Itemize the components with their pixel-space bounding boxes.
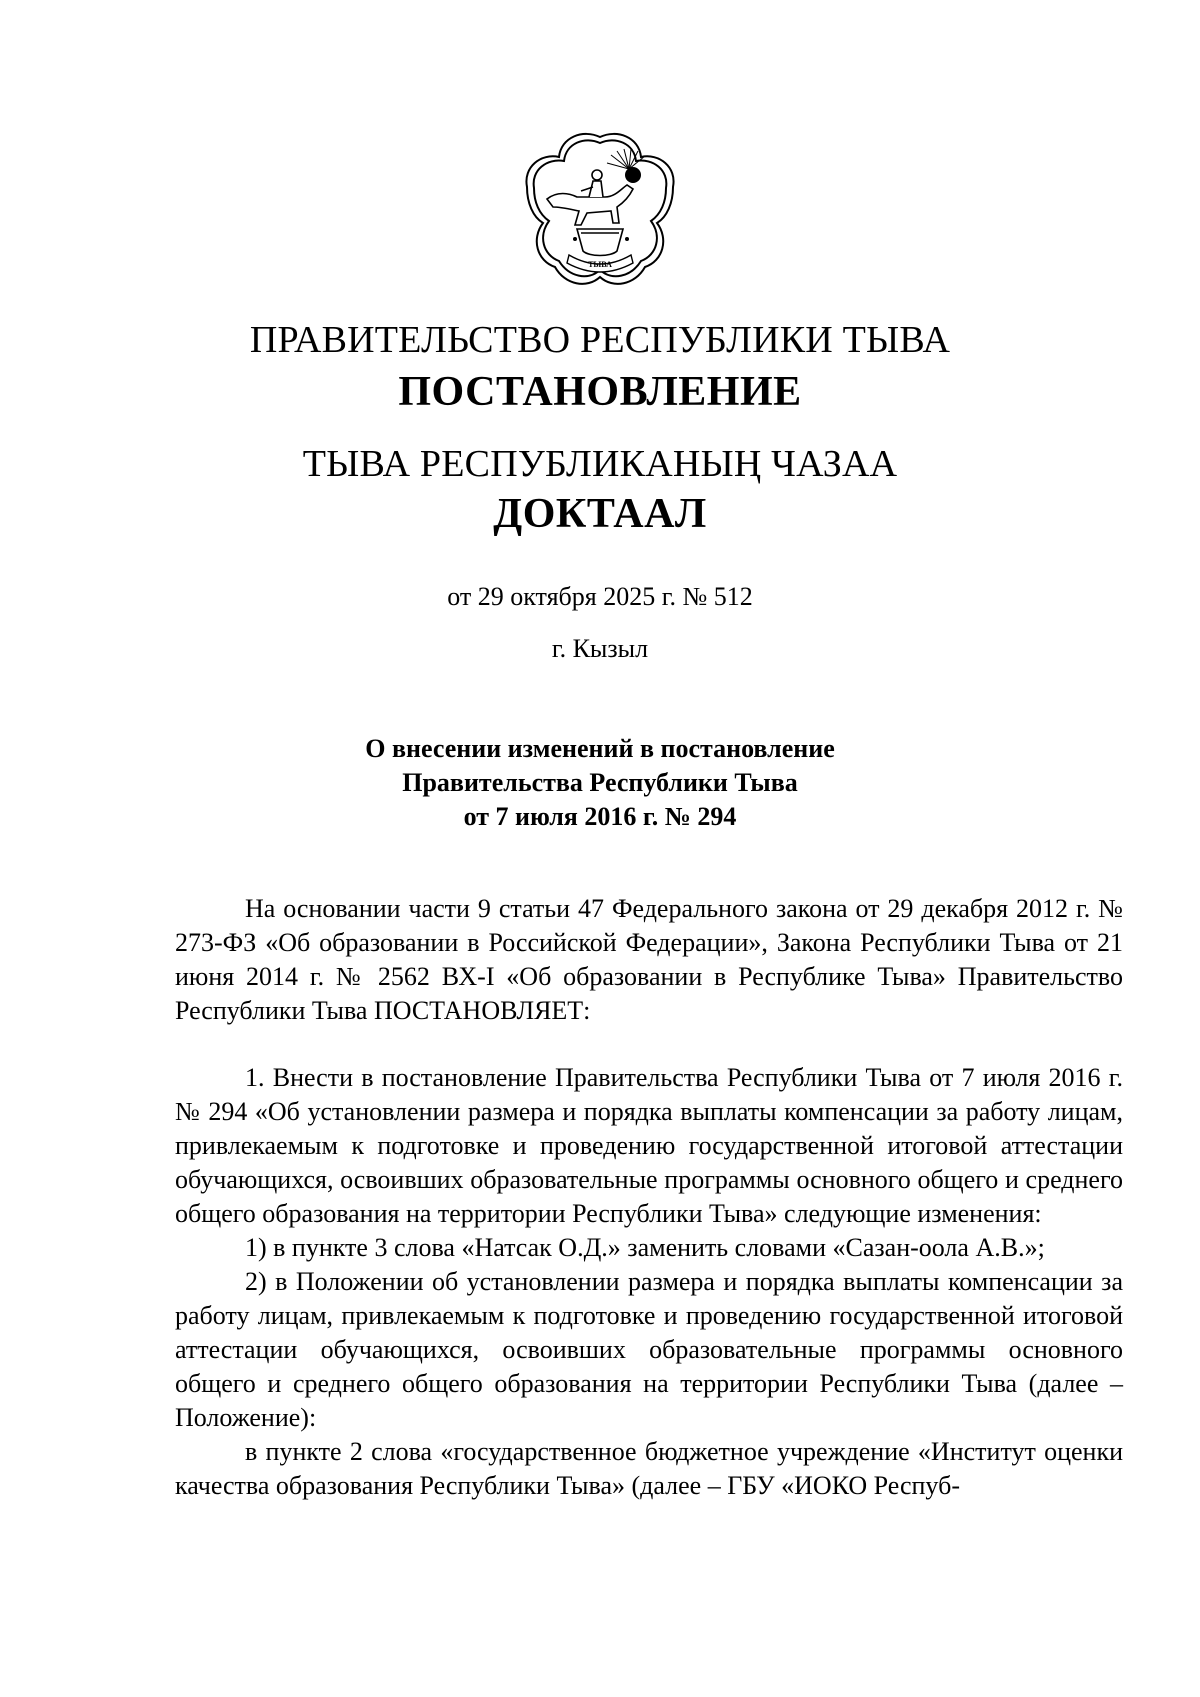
emblem-ribbon-text: ТЫВА <box>588 260 612 269</box>
city-name: г. Кызыл <box>551 634 649 663</box>
republic-emblem <box>517 127 683 293</box>
date-and-number: от 29 октября 2025 г. № 512 <box>447 582 753 611</box>
title-line: от 7 июля 2016 г. № 294 <box>463 802 737 831</box>
government-name-ru: ПРАВИТЕЛЬСТВО РЕСПУБЛИКИ ТЫВА <box>249 319 951 361</box>
document-body <box>175 892 1123 1503</box>
title-line: О внесении изменений в постановление <box>365 734 835 763</box>
title-line: Правительства Республики Тыва <box>402 768 798 797</box>
document-title <box>0 732 1200 834</box>
body-paragraph: в пункте 2 слова «государственное бюджетное учреждение «Институт оценки качества образования Республики Тыва» (далее – ГБУ «ИОКО Респуб- <box>175 1437 1123 1500</box>
emblem-seal-icon <box>517 127 683 293</box>
body-paragraph: 1. Внести в постановление Правительства Республики Тыва от 7 июля 2016 г. № 294 «Об установлении размера и порядка выплаты компенсации за работу лицам, привлекаемым к подготовке и проведению государственной итоговой аттестации обучающихся, освоивших образовательные программы основного общего и среднего общего образования на территории Республики Тыва» следующие изменения: <box>175 1063 1123 1228</box>
preamble-paragraph: На основании части 9 статьи 47 Федерального закона от 29 декабря 2012 г. № 273-ФЗ «Об образовании в Российской Федерации», Закона Республики Тыва от 21 июня 2014 г. № 2562 ВХ-I «Об образовании в Республике Тыва» Правительство Республики Тыва ПОСТАНОВЛЯЕТ: <box>175 894 1123 1025</box>
body-paragraph: 2) в Положении об установлении размера и порядка выплаты компенсации за работу лицам, привлекаемым к подготовке и проведению государственной итоговой аттестации обучающихся, освоивших образовательные программы основного общего и среднего общего образования на территории Республики Тыва (далее – Положение): <box>175 1267 1123 1432</box>
body-paragraph: 1) в пункте 3 слова «Натсак О.Д.» заменить словами «Сазан-оола А.В.»; <box>245 1233 1045 1262</box>
government-name-tyv: ТЫВА РЕСПУБЛИКАНЫҢ ЧАЗАА <box>302 443 898 485</box>
document-type-tyv: ДОКТААЛ <box>493 491 707 537</box>
document-type-ru: ПОСТАНОВЛЕНИЕ <box>398 369 802 415</box>
